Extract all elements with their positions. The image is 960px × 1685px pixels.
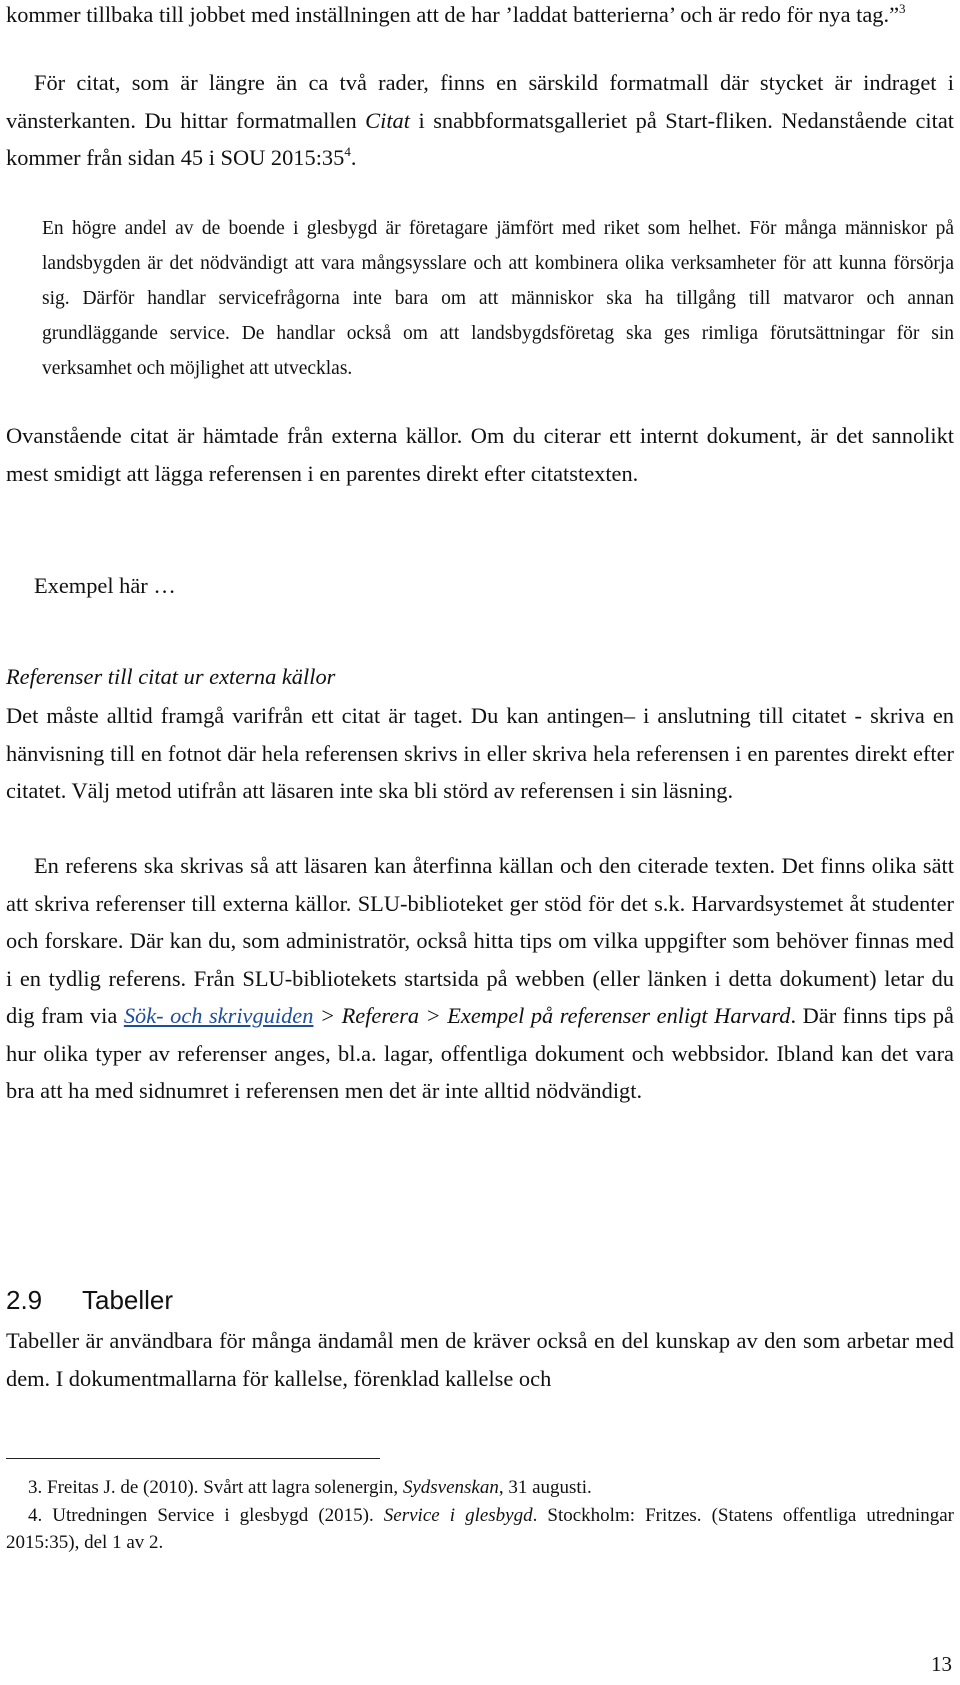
block-quote: En högre andel av de boende i glesbygd är företagare jämfört med riket som helhet. För många människor på landsbygden är det nödvändigt att vara mångsysslare och att kombinera olika verksamheter för att kunna försörja sig. Därför handlar servicefrågorna inte bara om att människor ska ha tillgång till matvaror och annan grundläggande service. De handlar också om att landsbygdsföretag ska ges rimliga förutsättningar för sin verksamhet och möjlighet att utvecklas. <box>42 218 954 379</box>
paragraph-continuation: kommer tillbaka till jobbet med inställningen att de har ’laddat batterierna’ och är redo för nya tag.”$^3$ <box>6 1 906 27</box>
footnote-number: 4. <box>28 1505 43 1526</box>
navigation-path: > Referera > Exempel på referenser enligt Harvard <box>313 1003 791 1028</box>
paragraph-external-sources: Ovanstående citat är hämtade från externa källor. Om du citerar ett internt dokument, är det sannolikt mest smidigt att lägga referensen i en parentes direkt efter citatstexten. <box>6 423 954 486</box>
paragraph-reference-format: En referens ska skrivas så att läsaren kan återfinna källan och den citerade texten. Det finns olika sätt att skriva referenser till externa källor. SLU-biblioteket ger stöd för det s.k. Harvardsystemet åt studenter och forskare. Där kan du, som administratör, också hitta tips om vilka uppgifter som behöver finnas med i en tydlig referens. Från SLU-bibliotekets startsida på webben (eller länken i detta dokument) letar du dig fram via Sök- och skrivguiden > Referera > Exempel på referenser enligt Harvard. Där finns tips på hur olika typer av referenser anges, bl.a. lagar, offentliga dokument och webbsidor. Ibland kan det vara bra att ha med sidnumret i referensen men det är inte alltid nödvändigt. <box>6 853 954 1103</box>
footnote-4: 4. Utredningen Service i glesbygd (2015). Service i glesbygd. Stockholm: Fritzes. (Statens offentliga utredningar 2015:35), del 1 av 2. <box>6 1505 954 1553</box>
footnote-separator <box>6 1458 380 1459</box>
section-number: 2.9 <box>6 1285 43 1315</box>
paragraph-example: Exempel här … <box>34 573 176 598</box>
style-name-citat: Citat <box>365 107 410 133</box>
sok-och-skrivguiden-link[interactable]: Sök- och skrivguiden <box>123 1003 314 1028</box>
paragraph-reference-required: Det måste alltid framgå varifrån ett citat är taget. Du kan antingen– i anslutning till citatet - skriva en hänvisning till en fotnot där hela referensen skrivs in eller skriva hela referensen i en parentes direkt efter citatet. Välj metod utifrån att läsaren inte ska bli störd av referensen i sin läsning. <box>6 703 954 803</box>
section-heading <box>6 1283 954 1317</box>
page-number: 13 <box>931 1652 952 1676</box>
footnote-number: 3. <box>28 1477 43 1498</box>
subheading-references: Referenser till citat ur externa källor <box>6 664 336 689</box>
footnote-ref-3[interactable]: 3 <box>899 1 906 16</box>
footnote-3: 3. Freitas J. de (2010). Svårt att lagra solenergin, Sydsvenskan, 31 augusti. <box>6 1474 954 1501</box>
paragraph-citat-instructions: För citat, som är längre än ca två rader, finns en särskild formatmall där stycket är indraget i vänsterkanten. Du hittar formatmallen Citat i snabbformatsgalleriet på Start-fliken. Nedanstående citat kommer från sidan 45 i SOU $2015:35^4$. <box>6 70 954 170</box>
footnote-ref-4[interactable]: 4 <box>344 144 351 159</box>
paragraph-tables: Tabeller är användbara för många ändamål men de kräver också en del kunskap av den som arbetar med dem. I dokumentmallarna för kallelse, förenklad kallelse och <box>6 1328 954 1391</box>
section-title: Tabeller <box>82 1285 174 1315</box>
